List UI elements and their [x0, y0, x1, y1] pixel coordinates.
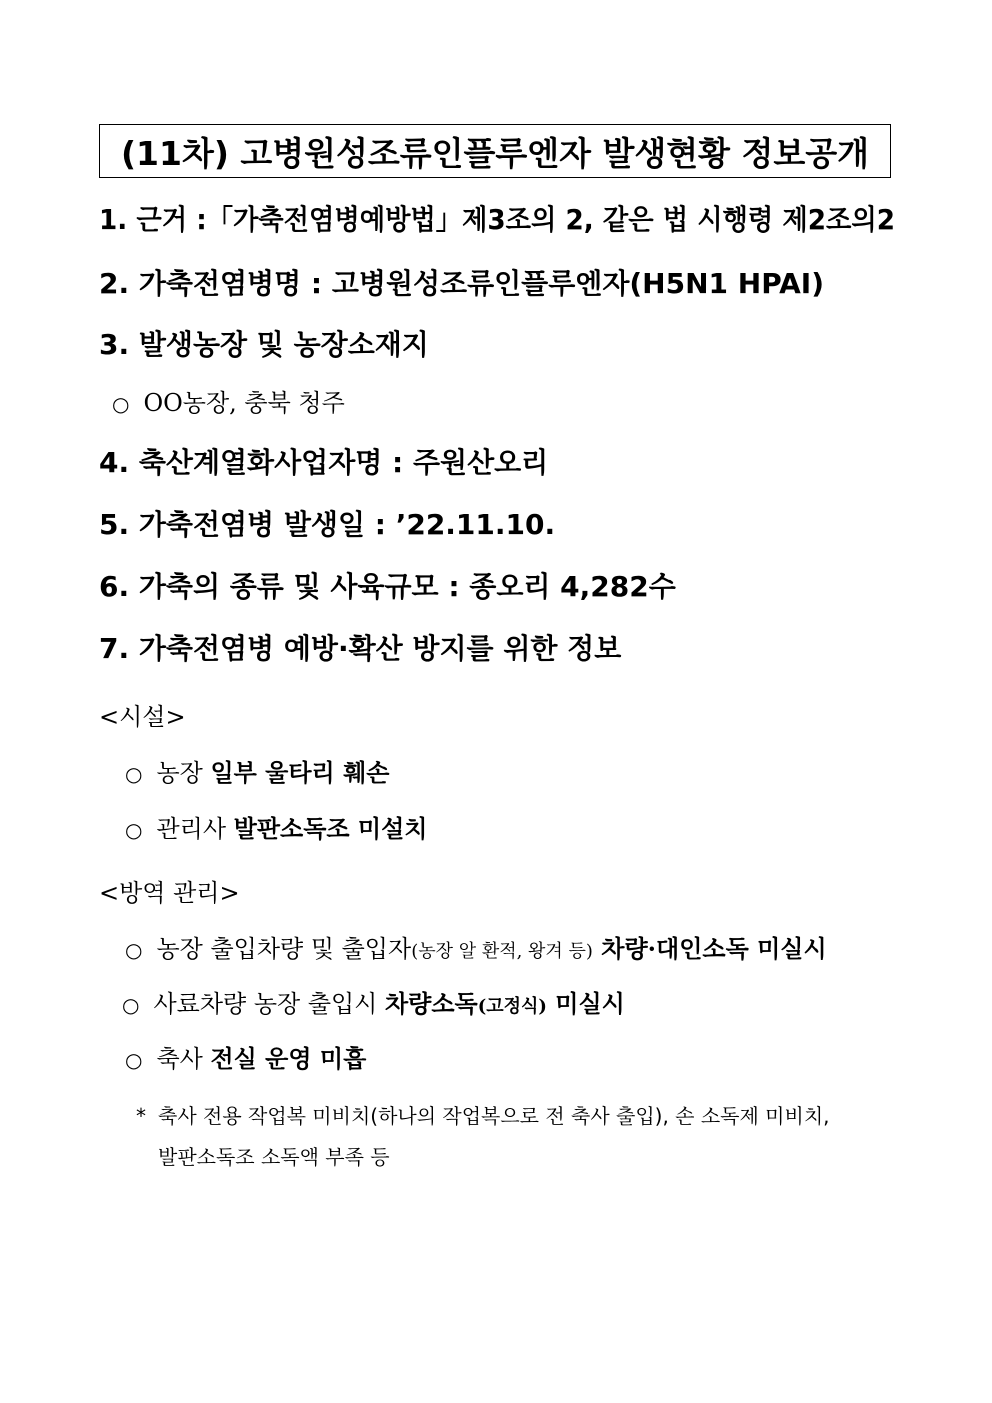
- item-farm-location-heading: 3. 발생농장 및 농장소재지: [99, 328, 429, 361]
- quarantine-b2-small: (고정식): [477, 996, 547, 1017]
- bullet-mark: ○: [125, 1048, 143, 1072]
- quarantine-label: <방역 관리>: [99, 879, 240, 907]
- quarantine-bullet-2: [122, 989, 625, 1018]
- quarantine-b2-bold2: 미실시: [546, 989, 625, 1018]
- bullet-mark: ○: [125, 818, 143, 842]
- bullet-mark: ○: [122, 993, 140, 1017]
- item-disease-name: 2. 가축전염병명 : 고병원성조류인플루엔자(H5N1 HPAI): [99, 267, 825, 300]
- bullet-mark: ○: [125, 938, 143, 962]
- note-line-1-text: 축사 전용 작업복 미비치(하나의 작업복으로 전 축사 출입), 손 소독제 미비치,: [158, 1104, 830, 1128]
- facility-b2-normal: 관리사: [156, 815, 234, 843]
- quarantine-b2-bold: 차량소독: [385, 989, 478, 1018]
- note-mark: *: [136, 1104, 146, 1128]
- bullet-mark: ○: [125, 762, 143, 786]
- quarantine-b3-normal: 축사: [156, 1045, 211, 1073]
- farm-location-bullet: [112, 391, 345, 415]
- note-line-1: [136, 1106, 830, 1126]
- facility-label: <시설>: [99, 703, 186, 731]
- quarantine-b1-bold: 차량·대인소독 미실시: [592, 934, 827, 963]
- quarantine-bullet-1: [125, 934, 827, 963]
- item-integrator: 4. 축산계열화사업자명 : 주원산오리: [99, 446, 549, 479]
- facility-b1-normal: 농장: [156, 759, 211, 787]
- facility-b2-bold: 발판소독조 미설치: [233, 814, 428, 843]
- quarantine-b1-small: (농장 알 환적, 왕겨 등): [411, 941, 593, 962]
- quarantine-b3-bold: 전실 운영 미흡: [210, 1044, 367, 1073]
- item-prevention-info: 7. 가축전염병 예방·확산 방지를 위한 정보: [99, 632, 622, 665]
- facility-bullet-1: [125, 758, 390, 787]
- facility-b1-bold: 일부 울타리 훼손: [210, 758, 390, 787]
- item-outbreak-date: 5. 가축전염병 발생일 : ’22.11.10.: [99, 508, 556, 541]
- item-basis: 1. 근거 :「가축전염병예방법」제3조의 2, 같은 법 시행령 제2조의2: [99, 203, 895, 236]
- item-livestock-scale: 6. 가축의 종류 및 사육규모 : 종오리 4,282수: [99, 570, 676, 603]
- page-title: (11차) 고병원성조류인플루엔자 발생현황 정보공개: [99, 124, 891, 178]
- bullet-mark: ○: [112, 392, 130, 416]
- farm-location-text: OO농장, 충북 청주: [143, 389, 345, 417]
- quarantine-b2-normal: 사료차량 농장 출입시: [153, 990, 385, 1018]
- quarantine-bullet-3: [125, 1044, 367, 1073]
- facility-bullet-2: [125, 814, 428, 843]
- quarantine-b1-normal: 농장 출입차량 및 출입자: [156, 935, 412, 963]
- note-line-2: 발판소독조 소독액 부족 등: [158, 1145, 390, 1169]
